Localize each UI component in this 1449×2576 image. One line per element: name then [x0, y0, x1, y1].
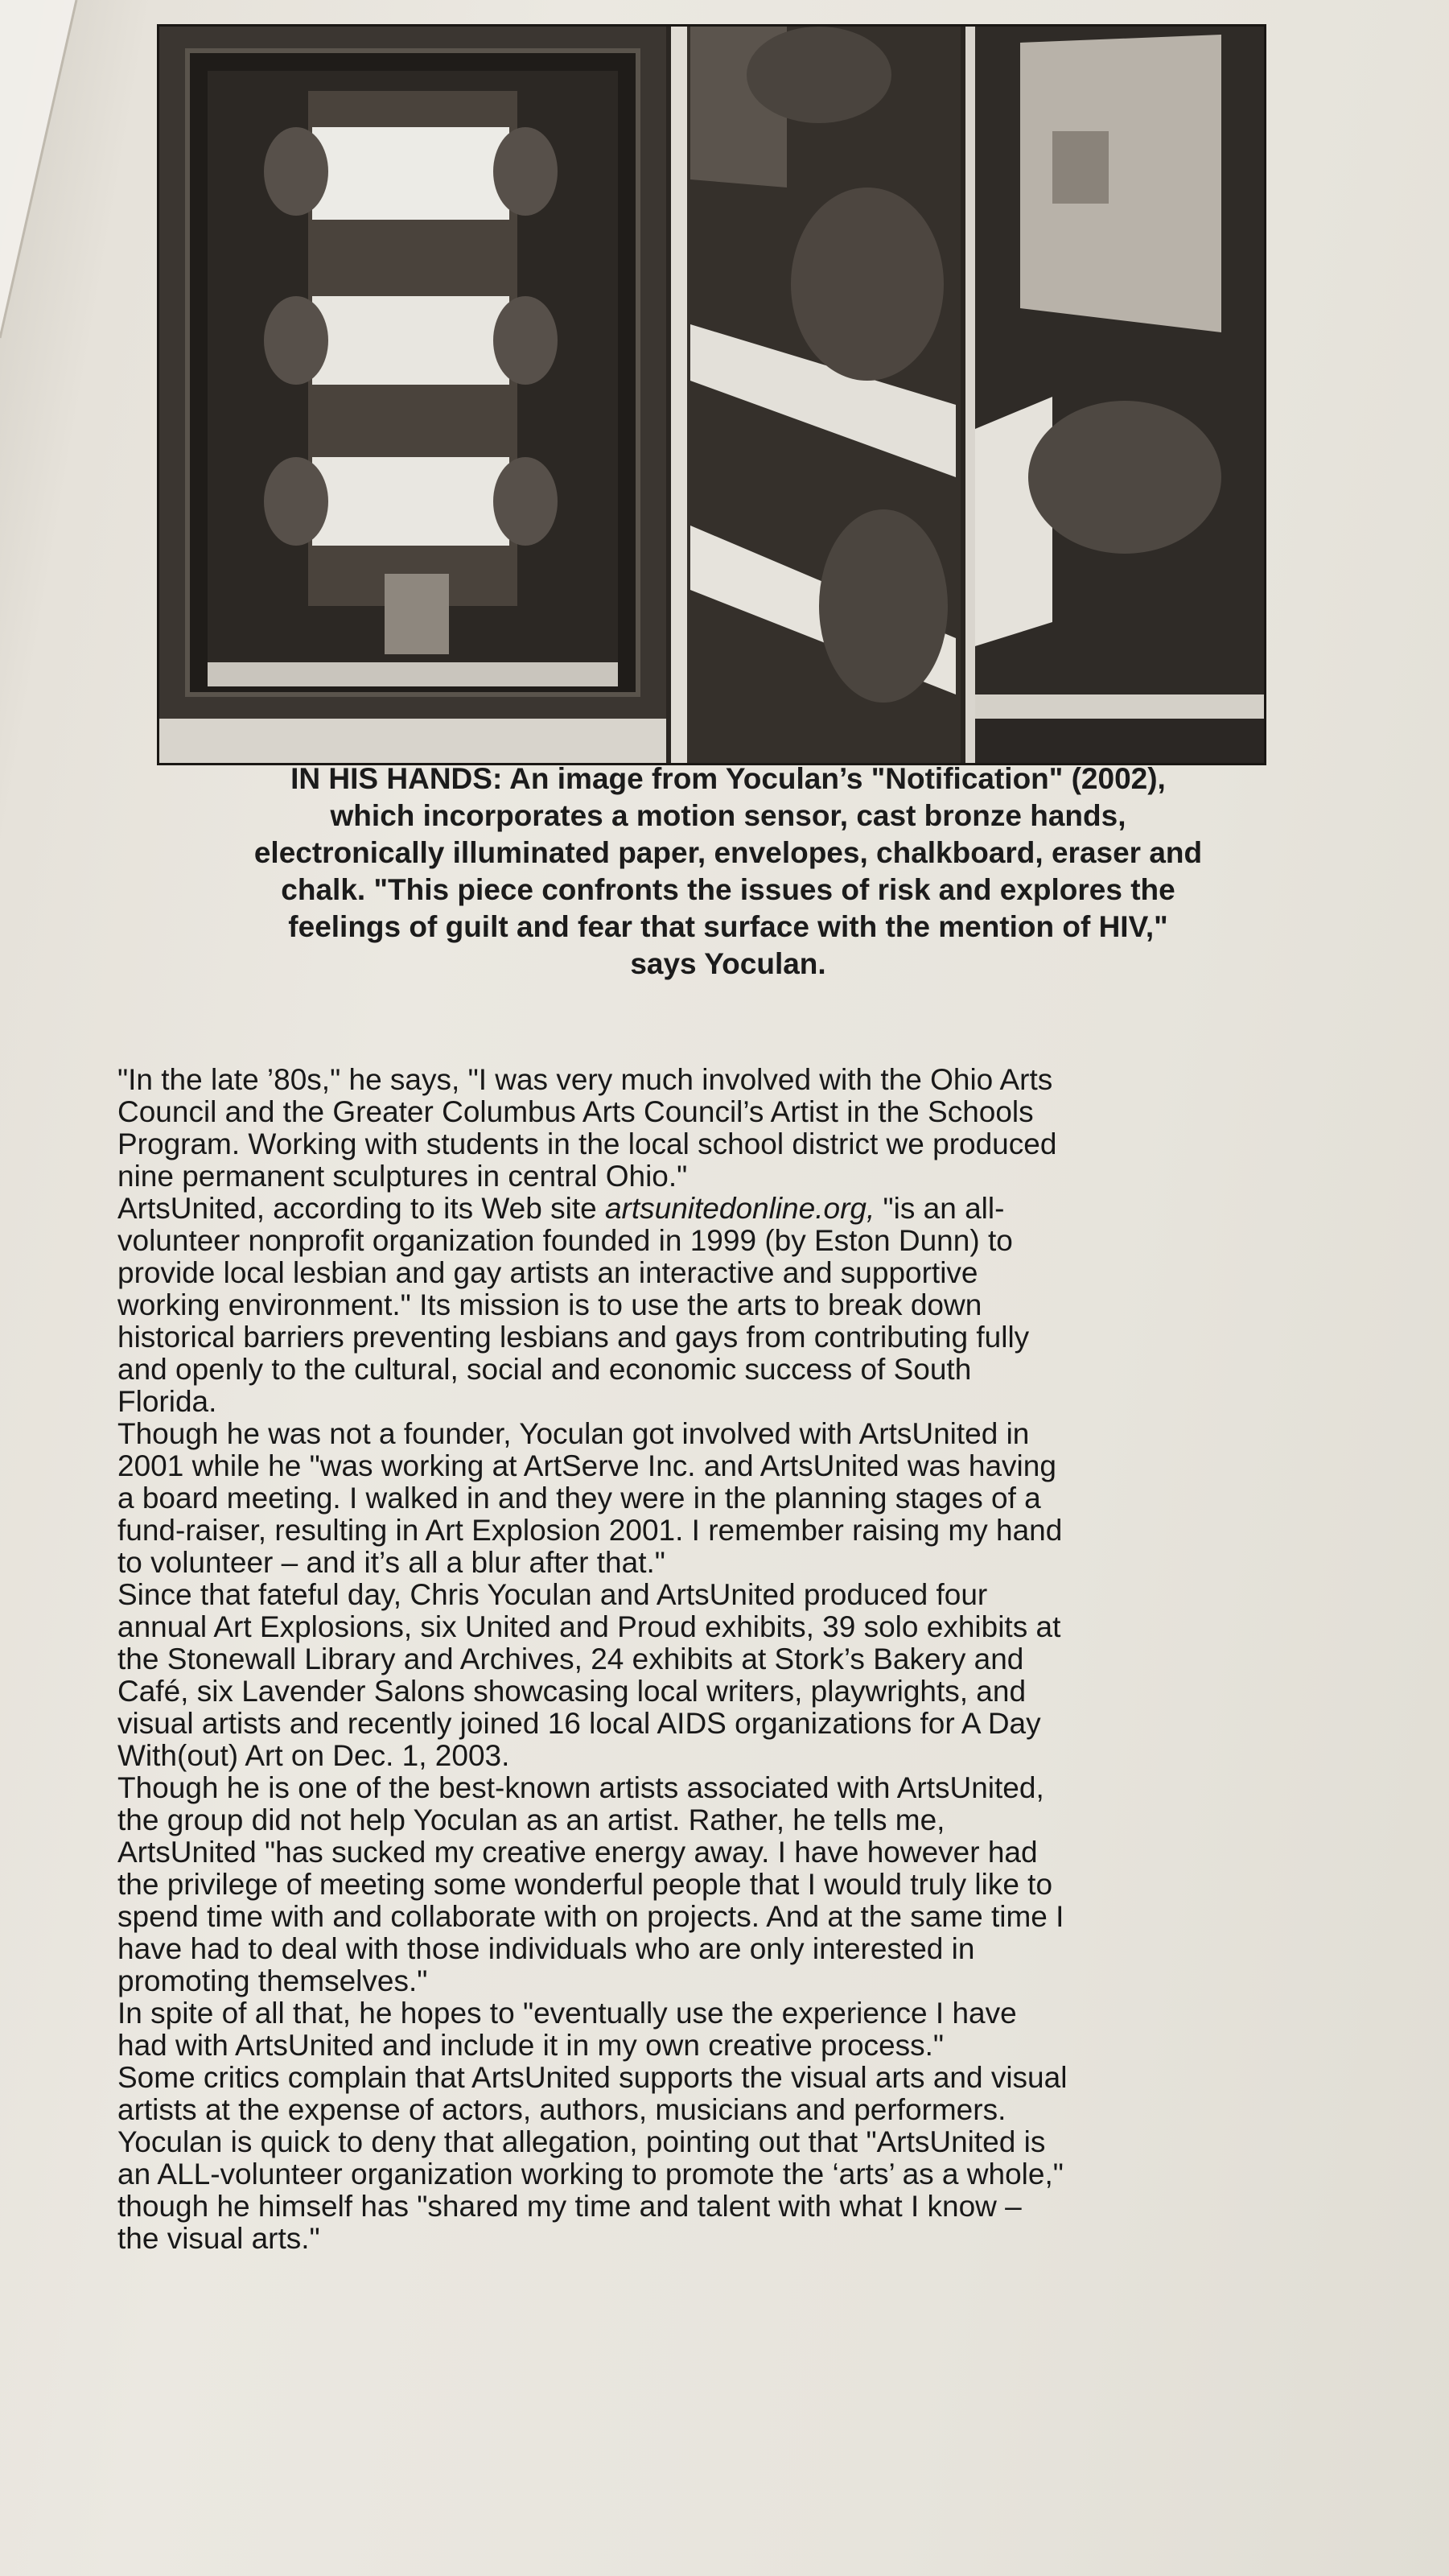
caption-line: electronically illuminated paper, envelopes, chalkboard, eraser and: [253, 836, 1203, 869]
caption-line: feelings of guilt and fear that surface with the mention of HIV,": [288, 910, 1168, 943]
text-line: 2001 while he "was working at ArtServe Inc. and ArtsUnited was having: [117, 1449, 1056, 1482]
text-line: have had to deal with those individuals who are only interested in: [117, 1932, 975, 1965]
text-line: Florida.: [117, 1385, 217, 1418]
text-line: to volunteer – and it’s all a blur after that.": [117, 1546, 665, 1579]
text-line: an ALL-volunteer organization working to promote the ‘arts’ as a whole,": [117, 2158, 1064, 2191]
text-fragment: ArtsUnited, according to its Web site: [117, 1192, 605, 1225]
website-reference: artsunitedonline.org,: [604, 1192, 875, 1225]
text-line: the Stonewall Library and Archives, 24 exhibits at Stork’s Bakery and: [117, 1642, 1024, 1675]
text-line: spend time with and collaborate with on projects. And at the same time I: [117, 1900, 1064, 1933]
text-line: and openly to the cultural, social and economic success of South: [117, 1353, 972, 1386]
text-line: [117, 1193, 1340, 1225]
paragraph-hopes: [117, 1997, 1340, 2062]
paragraph-involvement: [117, 1418, 1340, 1579]
text-line: annual Art Explosions, six United and Proud exhibits, 39 solo exhibits at: [117, 1610, 1061, 1643]
text-line: a board meeting. I walked in and they were in the planning stages of a: [117, 1482, 1041, 1515]
text-line: artists at the expense of actors, authors, musicians and performers.: [117, 2093, 1006, 2126]
text-line: though he himself has "shared my time and talent with what I know –: [117, 2190, 1022, 2223]
text-line: had with ArtsUnited and include it in my own creative process.": [117, 2029, 945, 2062]
text-line: Council and the Greater Columbus Arts Council’s Artist in the Schools: [117, 1095, 1034, 1128]
sculpture-photo: [157, 24, 1266, 765]
paragraph-artsunited-mission: [117, 1193, 1340, 1418]
article-body: [117, 1064, 1340, 2255]
paragraph-critics: [117, 2062, 1340, 2255]
text-line: promoting themselves.": [117, 1964, 428, 1997]
paragraph-accomplishments: [117, 1579, 1340, 1772]
paragraph-late-80s: [117, 1064, 1340, 1193]
paragraph-creative-energy: [117, 1772, 1340, 1997]
text-line: the privilege of meeting some wonderful people that I would truly like to: [117, 1868, 1053, 1901]
text-line: the group did not help Yoculan as an artist. Rather, he tells me,: [117, 1803, 945, 1836]
text-line: the visual arts.": [117, 2222, 320, 2255]
text-line: Café, six Lavender Salons showcasing local writers, playwrights, and: [117, 1675, 1027, 1708]
text-fragment: "is an all-: [875, 1192, 1005, 1225]
caption-line: chalk. "This piece confronts the issues of risk and explores the: [281, 873, 1175, 906]
text-line: Though he is one of the best-known artists associated with ArtsUnited,: [117, 1771, 1044, 1804]
text-line: nine permanent sculptures in central Ohio.": [117, 1160, 688, 1193]
caption-line: says Yoculan.: [630, 947, 826, 980]
text-line: fund-raiser, resulting in Art Explosion 2001. I remember raising my hand: [117, 1514, 1063, 1547]
text-line: Program. Working with students in the local school district we produced: [117, 1127, 1057, 1160]
text-line: Some critics complain that ArtsUnited supports the visual arts and visual: [117, 2061, 1068, 2094]
text-line: provide local lesbian and gay artists an interactive and supportive: [117, 1256, 978, 1289]
text-line: Since that fateful day, Chris Yoculan and ArtsUnited produced four: [117, 1578, 988, 1611]
text-line: visual artists and recently joined 16 local AIDS organizations for A Day: [117, 1707, 1041, 1740]
text-line: With(out) Art on Dec. 1, 2003.: [117, 1739, 510, 1772]
text-line: In spite of all that, he hopes to "eventually use the experience I have: [117, 1997, 1017, 2030]
caption-line: which incorporates a motion sensor, cast bronze hands,: [330, 799, 1126, 832]
text-line: working environment." Its mission is to use the arts to break down: [117, 1288, 982, 1321]
text-line: Yoculan is quick to deny that allegation, pointing out that "ArtsUnited is: [117, 2125, 1046, 2158]
text-line: historical barriers preventing lesbians and gays from contributing fully: [117, 1321, 1030, 1354]
text-line: Though he was not a founder, Yoculan got involved with ArtsUnited in: [117, 1417, 1030, 1450]
text-line: "In the late ’80s," he says, "I was very much involved with the Ohio Arts: [117, 1063, 1053, 1096]
caption-line: IN HIS HANDS: An image from Yoculan’s "Notification" (2002),: [290, 762, 1166, 795]
photo-caption: [153, 760, 1303, 983]
text-line: volunteer nonprofit organization founded in 1999 (by Eston Dunn) to: [117, 1224, 1013, 1257]
text-line: ArtsUnited "has sucked my creative energy away. I have however had: [117, 1836, 1038, 1869]
